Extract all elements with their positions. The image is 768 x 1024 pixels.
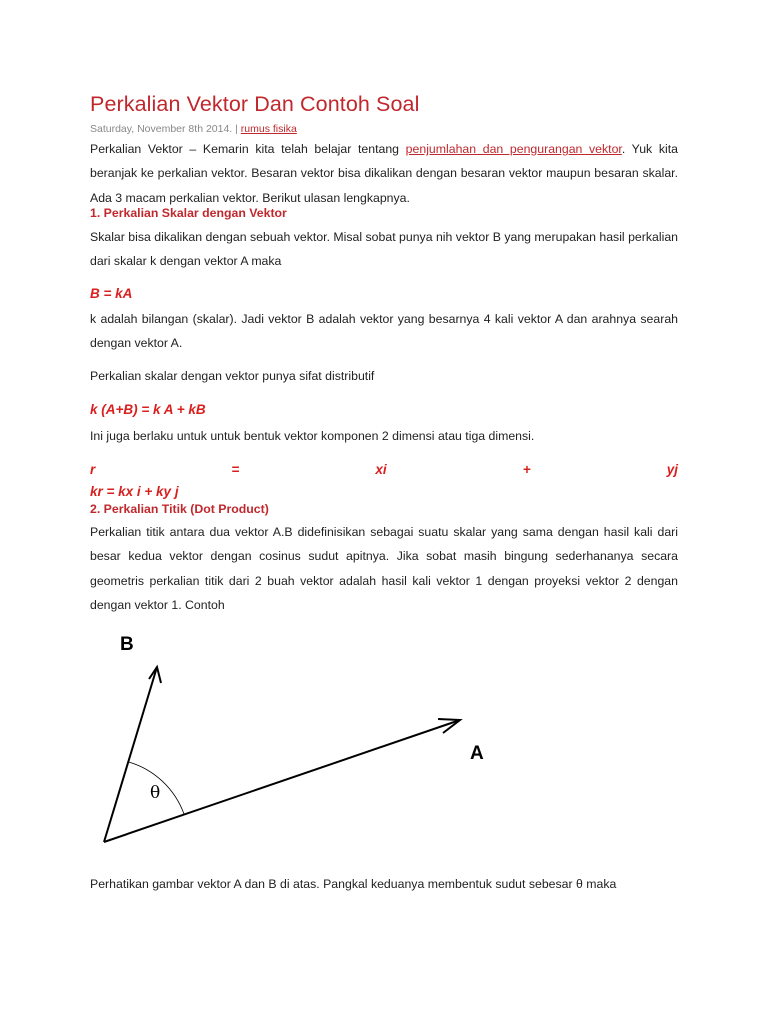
- formula-part: yj: [666, 462, 678, 477]
- vector-b-label: B: [120, 634, 134, 655]
- formula-distributive: k (A+B) = k A + kB: [90, 402, 206, 417]
- formula-b-ka: B = kA: [90, 286, 133, 301]
- vector-b-line: [104, 667, 157, 842]
- section2-paragraph-1: Perkalian titik antara dua vektor A.B didefinisikan sebagai suatu skalar yang sama dengan hasil kali dari besar kedua vektor dengan cosinus sudut apitnya. Jika sobat masih bingung sederhananya secara geometris perkalian titik dari 2 buah vektor adalah hasil kali vektor 1 dengan proyeksi vektor 2 dengan dengan vektor 1. Contoh: [90, 525, 678, 612]
- intro-text-start: Perkalian Vektor – Kemarin kita telah belajar tentang: [90, 142, 406, 156]
- section2-paragraph-2: Perhatikan gambar vektor A dan B di atas. Pangkal keduanya membentuk sudut sebesar θ maka: [90, 877, 617, 891]
- formula-part: xi: [375, 462, 387, 477]
- section2-heading: 2. Perkalian Titik (Dot Product): [90, 502, 269, 516]
- category-link[interactable]: rumus fisika: [240, 123, 297, 135]
- formula-part: +: [522, 462, 531, 477]
- section1-paragraph-3: Perkalian skalar dengan vektor punya sifat distributif: [90, 369, 375, 383]
- penjumlahan-link[interactable]: penjumlahan dan pengurangan vektor: [405, 142, 622, 156]
- vector-a-line: [104, 720, 460, 842]
- page-title: Perkalian Vektor Dan Contoh Soal: [90, 92, 420, 116]
- formula-part: r: [90, 462, 96, 477]
- formula-r-components: [90, 462, 678, 477]
- vector-diagram: [90, 622, 510, 852]
- section1-heading: 1. Perkalian Skalar dengan Vektor: [90, 206, 287, 220]
- post-meta: [90, 123, 297, 135]
- intro-text-end: . Yuk kita beranjak ke perkalian vektor. Besaran vektor bisa dikalikan dengan besaran vektor maupun besaran skalar. Ada 3 macam perkalian vektor. Berikut ulasan lengkapnya.: [90, 142, 678, 205]
- theta-label: θ: [150, 783, 161, 803]
- meta-separator: |: [232, 123, 241, 135]
- formula-part: =: [231, 462, 240, 477]
- vector-diagram-svg: [90, 622, 510, 852]
- intro-paragraph: [90, 137, 678, 210]
- section1-paragraph-1: Skalar bisa dikalikan dengan sebuah vektor. Misal sobat punya nih vektor B yang merupakan hasil perkalian dari skalar k dengan vektor A maka: [90, 230, 678, 269]
- post-date: Saturday, November 8th 2014.: [90, 123, 233, 135]
- vector-a-label: A: [470, 743, 484, 764]
- section1-paragraph-4: Ini juga berlaku untuk untuk bentuk vektor komponen 2 dimensi atau tiga dimensi.: [90, 429, 535, 443]
- formula-kr: kr = kx i + ky j: [90, 484, 179, 499]
- section1-paragraph-2: k adalah bilangan (skalar). Jadi vektor B adalah vektor yang besarnya 4 kali vektor A dan arahnya searah dengan vektor A.: [90, 312, 678, 351]
